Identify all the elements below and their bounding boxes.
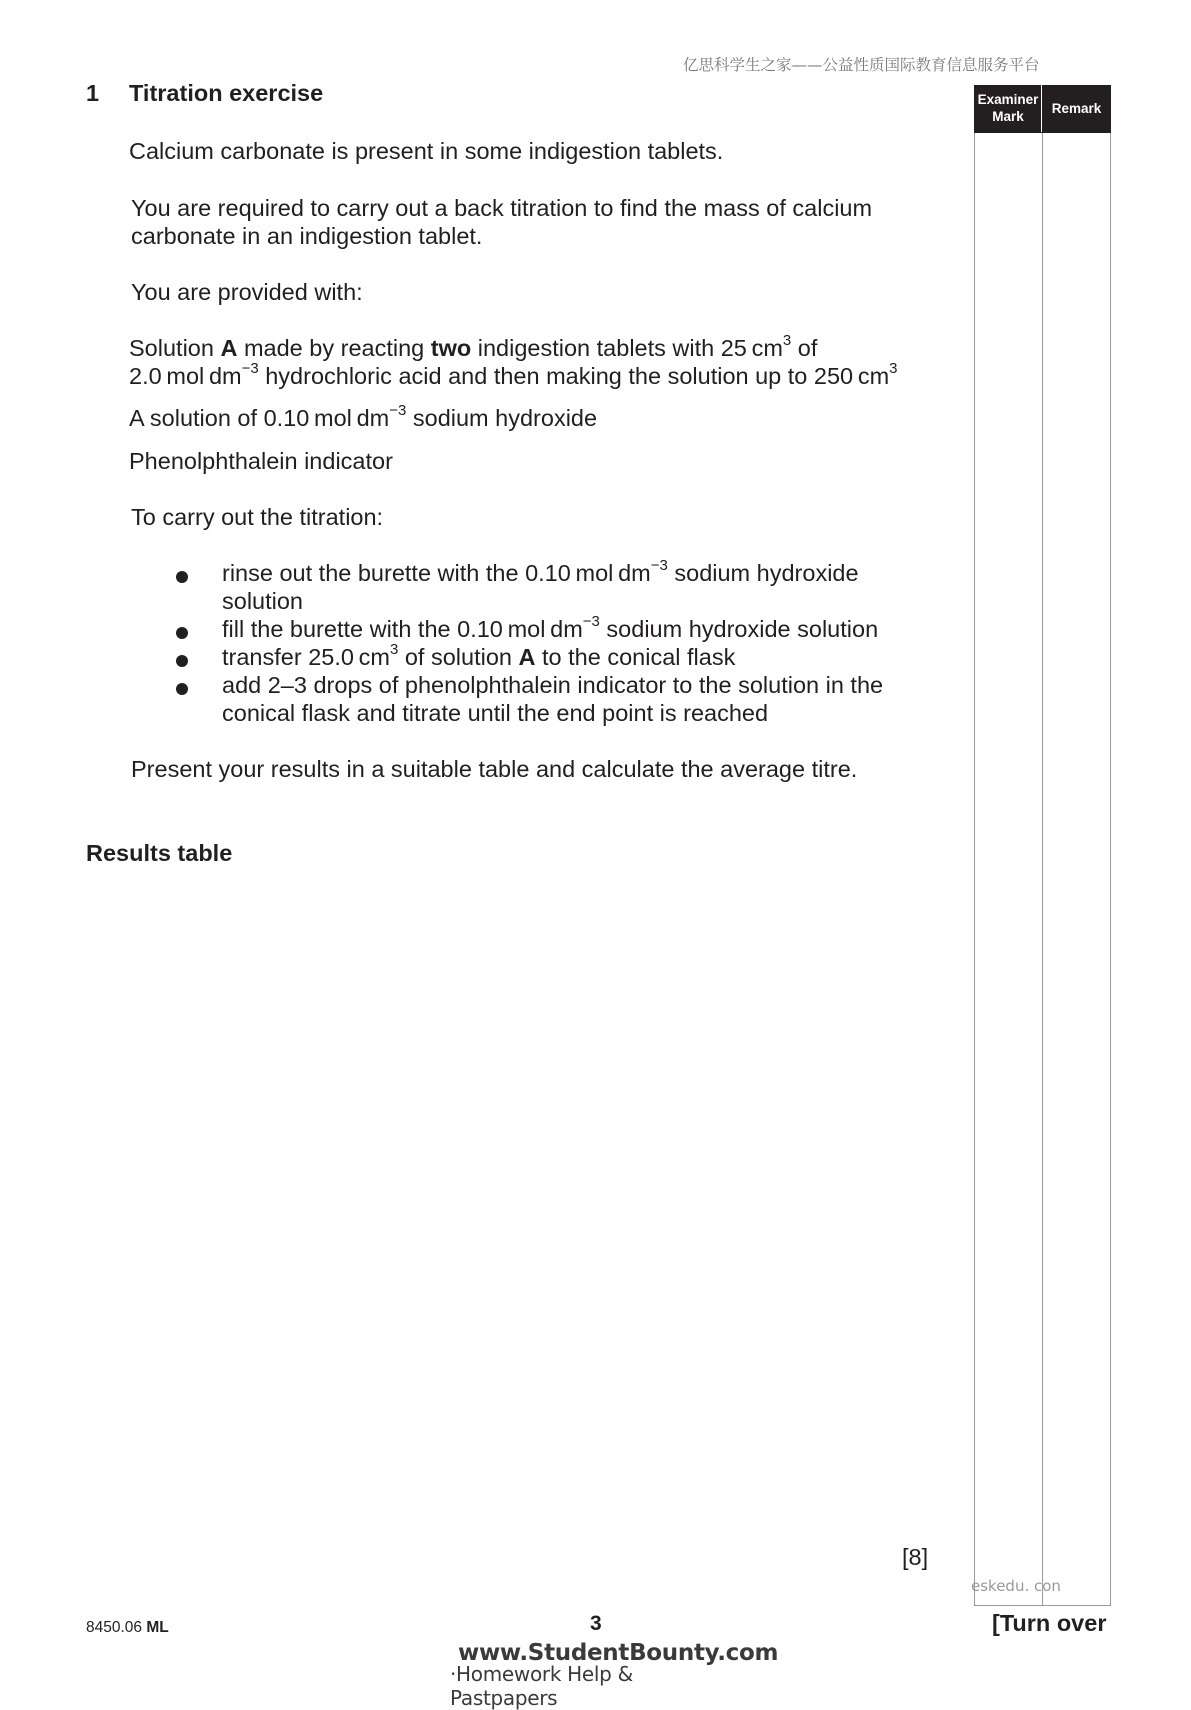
marks-total: [8] xyxy=(902,1544,929,1570)
header-watermark: 亿思科学生之家——公益性质国际教育信息服务平台 xyxy=(683,56,1040,74)
studentbounty-tagline: ·Homework Help & Pastpapers xyxy=(450,1662,633,1710)
task-text-line1: You are required to carry out a back titration to find the mass of calcium xyxy=(131,195,873,221)
examiner-mark-label-line2: Mark xyxy=(992,109,1024,124)
bullet-2 xyxy=(176,627,188,639)
studentbounty-url: www.StudentBounty.com xyxy=(458,1640,779,1666)
examiner-mark-heading xyxy=(974,85,1042,133)
step-4-line1: add 2–3 drops of phenolphthalein indicator to the solution in the xyxy=(222,672,884,698)
provided-heading: You are provided with: xyxy=(131,279,363,305)
indicator-text: Phenolphthalein indicator xyxy=(129,448,393,474)
question-title: Titration exercise xyxy=(129,80,324,106)
examiner-marks-column xyxy=(974,85,1111,1606)
studentbounty-watermark xyxy=(450,1640,779,1710)
solution-a-line2: 2.0 mol $dm^{-3}$ hydrochloric acid and then making the solution up to 250 $cm^3$ xyxy=(129,360,898,389)
examiner-header xyxy=(974,85,1111,133)
task-text-line2: carbonate in an indigestion tablet. xyxy=(131,223,483,249)
footer-watermark: eskedu. con xyxy=(971,1577,1061,1595)
page-number: 3 xyxy=(590,1612,602,1635)
question-number: 1 xyxy=(86,80,100,106)
bullet-1 xyxy=(176,571,188,583)
results-table-heading: Results table xyxy=(86,840,233,866)
instruction-text: Present your results in a suitable table and calculate the average titre. xyxy=(131,756,858,782)
remark-heading: Remark xyxy=(1051,101,1102,116)
step-2: fill the burette with the 0.10 mol $dm^{-3}$ sodium hydroxide solution xyxy=(222,613,879,642)
step-1-line2: solution xyxy=(222,588,303,614)
step-4-line2: conical flask and titrate until the end point is reached xyxy=(222,700,769,726)
turn-over-label: [Turn over xyxy=(992,1610,1107,1636)
paper-code: 8450.06 ML xyxy=(86,1619,169,1636)
step-1-line1: rinse out the burette with the 0.10 mol $dm^{-3}$ sodium hydroxide xyxy=(222,557,859,586)
examiner-mark-label-line1: Examiner xyxy=(977,92,1039,107)
bullet-4 xyxy=(176,683,188,695)
procedure-heading: To carry out the titration: xyxy=(131,504,384,530)
intro-text: Calcium carbonate is present in some indigestion tablets. xyxy=(129,138,724,164)
solution-a-line1: Solution A made by reacting two indigestion tablets with 25 $cm^3$ of xyxy=(129,332,818,361)
step-3: transfer 25.0 $cm^3$ of solution A to the conical flask xyxy=(222,641,736,670)
naoh-solution: A solution of 0.10 mol $dm^{-3}$ sodium hydroxide xyxy=(129,402,598,431)
column-divider xyxy=(1042,86,1043,1605)
bullet-3 xyxy=(176,655,188,667)
